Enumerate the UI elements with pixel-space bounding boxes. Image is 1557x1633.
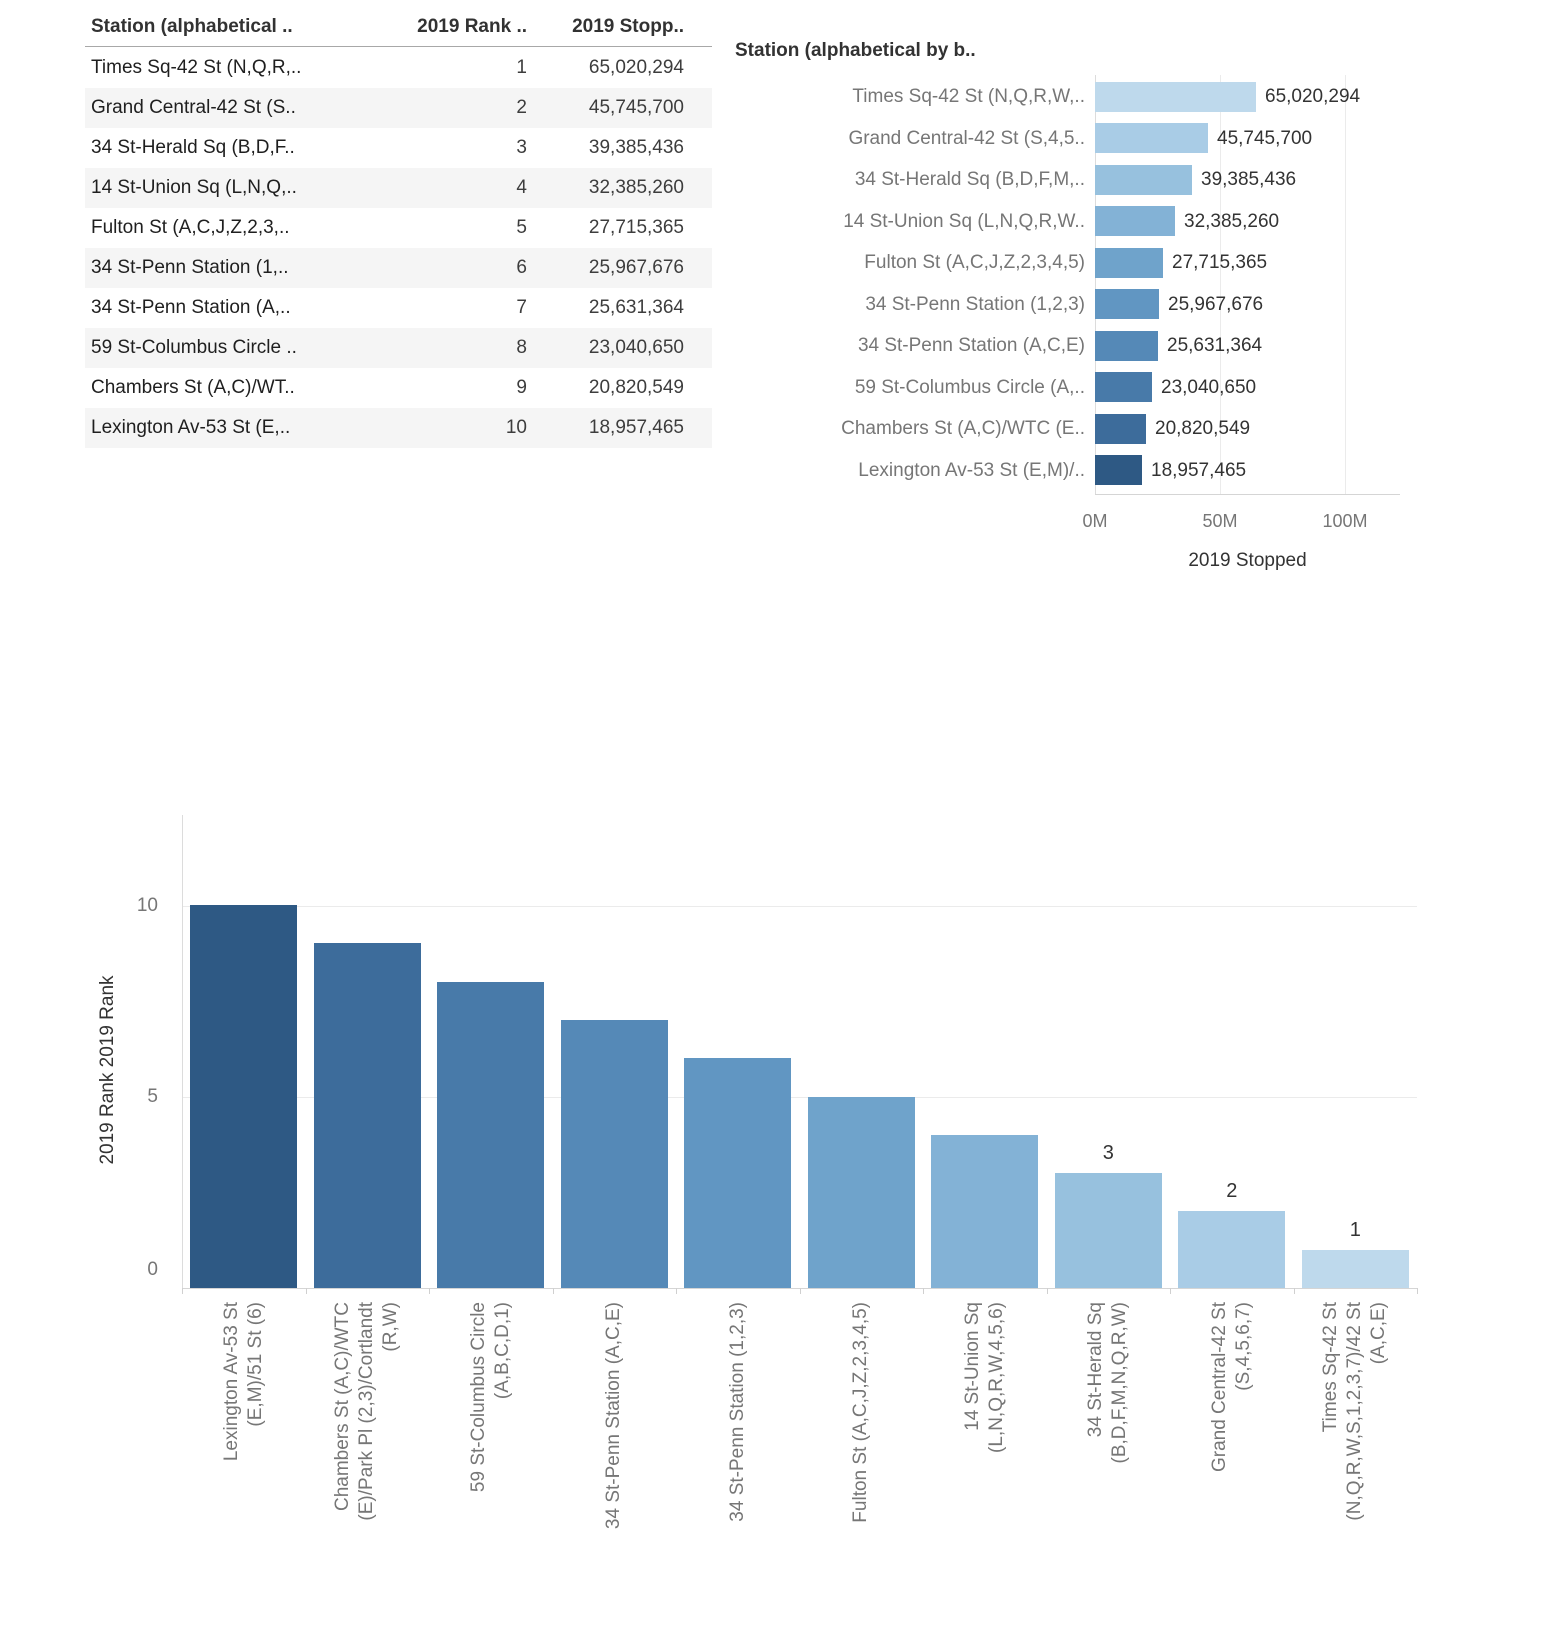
hbar-value-label: 23,040,650 [1161,376,1257,398]
vbar-bar-label: 3 [1102,1142,1114,1165]
table-cell-rank: 10 [505,417,527,438]
vbar-x-tick-line: (E,M)/51 St (6) [244,1302,266,1427]
hbar-title: Station (alphabetical by b.. [735,40,976,61]
table-row[interactable] [85,248,712,288]
vbar-y-tick-label: 0 [147,1259,158,1280]
table-cell-station: 14 St-Union Sq (L,N,Q,.. [91,177,297,198]
hbar-gridline [1345,75,1346,494]
hbar-value-label: 27,715,365 [1172,252,1268,273]
table-header-underline [85,46,712,47]
hbar-bar[interactable] [1095,331,1158,361]
vbar-y-axis-title: 2019 Rank 2019 Rank [97,975,118,1165]
col-header-rank[interactable]: 2019 Rank .. [417,16,527,37]
vbar-category-tick [676,1288,677,1294]
table-cell-station: 34 St-Penn Station (1,.. [91,257,289,278]
hbar-bar[interactable] [1095,165,1192,195]
table-cell-rank: 6 [516,257,527,278]
vbar-x-tick-line: Times Sq-42 St [1320,1302,1342,1433]
vbar-category-tick [429,1288,430,1294]
vbar-x-tick-label [602,1302,626,1632]
table-row[interactable] [85,368,712,408]
hbar-value-label: 45,745,700 [1217,127,1313,149]
vbar-x-tick-label [220,1302,268,1632]
vbar-x-tick-line: 34 St-Herald Sq [1085,1302,1107,1438]
hbar-row-label: Chambers St (A,C)/WTC (E.. [841,418,1085,439]
vbar-gridline [182,906,1417,907]
table-cell-rank: 1 [516,57,527,78]
vbar-x-tick-line: (E)/Park Pl (2,3)/Cortlandt [356,1302,378,1521]
table-row[interactable] [85,88,712,128]
vbar-y-tick-label: 10 [136,894,158,916]
hbar-bar[interactable] [1095,372,1152,402]
hbar-axis-title: 2019 Stopped [1188,550,1307,571]
table-cell-station: Lexington Av-53 St (E,.. [91,417,291,438]
table-row[interactable] [85,328,712,368]
hbar-x-tick-label: 50M [1202,511,1238,531]
table-cell-rank: 3 [516,137,527,158]
vbar-x-tick-line: 34 St-Penn Station (1,2,3) [726,1302,748,1522]
table-cell-rank: 4 [516,177,527,198]
vbar-bar[interactable] [314,943,421,1288]
table-cell-station: Grand Central-42 St (S.. [91,97,296,118]
vbar-x-tick-line: Grand Central-42 St [1208,1302,1230,1473]
vbar-x-tick-line: (B,D,F,M,N,Q,R,W) [1109,1302,1131,1464]
vbar-bar[interactable] [808,1097,915,1289]
hbar-bar[interactable] [1095,206,1175,236]
table-cell-rank: 8 [516,337,527,358]
vbar-category-tick [553,1288,554,1294]
vbar-x-tick-line: Chambers St (A,C)/WTC [332,1302,354,1512]
vbar-x-tick-line: 14 St-Union Sq [961,1302,983,1431]
vbar-x-tick-line: 34 St-Penn Station (A,C,E) [603,1302,625,1530]
vbar-x-tick-label [961,1302,1009,1632]
hbar-value-label: 39,385,436 [1201,169,1297,190]
table-cell-rank: 2 [516,97,527,118]
vbar-category-tick [1170,1288,1171,1294]
table-cell-stopped: 25,631,364 [588,297,684,318]
hbar-row-label: Lexington Av-53 St (E,M)/.. [858,459,1085,481]
hbar-row-label: 59 St-Columbus Circle (A,.. [854,376,1085,398]
table-cell-rank: 5 [516,217,527,238]
col-header-station[interactable]: Station (alphabetical .. [91,16,293,37]
table-cell-station: Chambers St (A,C)/WT.. [91,377,295,398]
table-cell-stopped: 18,957,465 [588,417,684,438]
hbar-bar[interactable] [1095,82,1256,112]
vbar-x-tick-label [331,1302,403,1632]
table-cell-stopped: 20,820,549 [588,377,684,398]
table-row[interactable] [85,48,712,88]
table-row[interactable] [85,208,712,248]
table-cell-stopped: 45,745,700 [588,97,684,118]
vbar-bar[interactable] [1178,1211,1285,1288]
table-cell-station: 34 St-Penn Station (A,.. [91,297,291,318]
vbar-bar[interactable] [437,982,544,1288]
hbar-bar[interactable] [1095,123,1208,153]
hbar-value-label: 25,631,364 [1167,335,1263,356]
table-cell-rank: 7 [516,297,527,318]
vbar-category-tick [1294,1288,1295,1294]
hbar-value-label: 25,967,676 [1168,293,1264,315]
table-header-row [85,8,712,46]
hbar-row-label: 34 St-Penn Station (1,2,3) [865,293,1085,315]
table-row[interactable] [85,168,712,208]
hbar-axis-line [1095,494,1400,495]
table-cell-stopped: 23,040,650 [588,337,684,358]
table-cell-stopped: 25,967,676 [588,257,684,278]
hbar-bar[interactable] [1095,455,1142,485]
vbar-bar[interactable] [1302,1250,1409,1288]
hbar-row-label: 34 St-Herald Sq (B,D,F,M,.. [854,169,1085,190]
vbar-category-tick [800,1288,801,1294]
table-cell-station: Times Sq-42 St (N,Q,R,.. [91,57,302,78]
table-row[interactable] [85,288,712,328]
hbar-value-label: 20,820,549 [1155,418,1251,439]
hbar-row-label: Times Sq-42 St (N,Q,R,W,.. [852,86,1085,107]
table-cell-station: 34 St-Herald Sq (B,D,F.. [91,137,295,158]
vbar-bar-label: 2 [1226,1180,1238,1203]
hbar-bar[interactable] [1095,248,1163,278]
table-cell-stopped: 32,385,260 [588,177,684,198]
vbar-category-tick [182,1288,183,1294]
vbar-x-tick-line: (A,C,E) [1368,1302,1390,1365]
table-cell-stopped: 39,385,436 [588,137,684,158]
vbar-category-tick [306,1288,307,1294]
table-row[interactable] [85,128,712,168]
vbar-y-axis-line [182,815,183,1288]
table-cell-station: 59 St-Columbus Circle .. [91,337,297,358]
vbar-y-tick-label: 5 [147,1085,158,1107]
hbar-row-label: 14 St-Union Sq (L,N,Q,R,W.. [843,210,1085,232]
table-row[interactable] [85,408,712,448]
vbar-x-tick-label [1208,1302,1256,1632]
vbar-x-tick-label [726,1302,750,1632]
hbar-x-tick-label: 100M [1322,511,1368,531]
hbar-x-tick-label: 0M [1082,511,1108,531]
vbar-x-tick-line: (N,Q,R,W,S,1,2,3,7)/42 St [1344,1302,1366,1521]
vbar-x-tick-line: (L,N,Q,R,W,4,5,6) [985,1302,1007,1453]
vbar-bar[interactable] [190,905,297,1288]
vbar-category-tick [923,1288,924,1294]
table-cell-station: Fulton St (A,C,J,Z,2,3,.. [91,217,290,238]
col-header-stopped[interactable]: 2019 Stopp.. [572,16,684,37]
hbar-row-label: Grand Central-42 St (S,4,5.. [848,127,1085,149]
vbar-bar[interactable] [1055,1173,1162,1288]
vbar-x-tick-label [467,1302,515,1632]
vbar-x-tick-line: (S,4,5,6,7) [1232,1302,1254,1391]
vbar-bar[interactable] [684,1058,791,1288]
vbar-bar[interactable] [561,1020,668,1288]
hbar-value-label: 32,385,260 [1184,210,1280,232]
vbar-bar-label: 1 [1349,1218,1361,1241]
hbar-bar[interactable] [1095,414,1146,444]
table-cell-stopped: 27,715,365 [588,217,684,238]
vbar-x-tick-label [1319,1302,1391,1632]
vbar-x-tick-label [1084,1302,1132,1632]
vbar-x-tick-line: (R,W) [380,1302,402,1352]
vbar-x-tick-line: Lexington Av-53 St [220,1302,242,1462]
vbar-x-tick-label [849,1302,873,1632]
vbar-bar[interactable] [931,1135,1038,1288]
table-cell-stopped: 65,020,294 [588,57,684,78]
table-cell-rank: 9 [516,377,527,398]
hbar-row-label: 34 St-Penn Station (A,C,E) [857,335,1085,356]
hbar-value-label: 18,957,465 [1151,459,1247,481]
hbar-bar[interactable] [1095,289,1159,319]
vbar-category-tick [1417,1288,1418,1294]
vbar-x-tick-line: (A,B,C,D,1) [491,1302,513,1400]
hbar-value-label: 65,020,294 [1265,86,1361,107]
vbar-x-tick-line: Fulton St (A,C,J,Z,2,3,4,5) [850,1302,872,1523]
vbar-x-tick-line: 59 St-Columbus Circle [467,1302,489,1493]
vbar-category-tick [1047,1288,1048,1294]
hbar-row-label: Fulton St (A,C,J,Z,2,3,4,5) [864,252,1085,273]
